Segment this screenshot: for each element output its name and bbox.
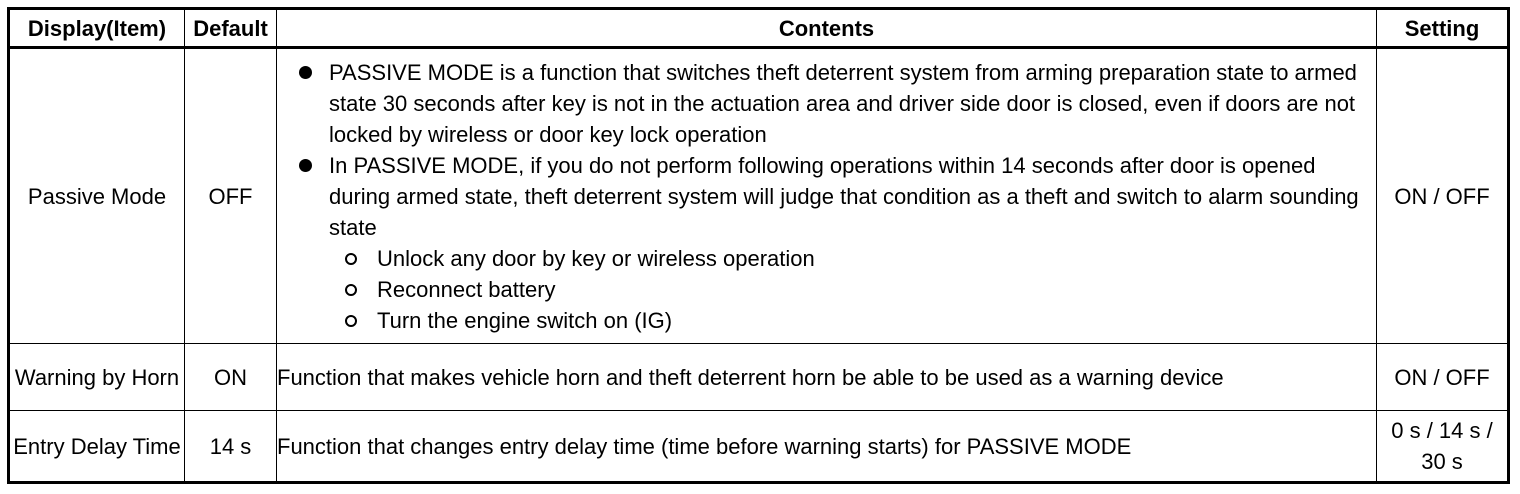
bullet-list (277, 57, 1376, 336)
bullet-item (277, 57, 1376, 150)
header-setting: Setting (1377, 9, 1509, 48)
sub-bullet-list (329, 243, 1376, 336)
bullet-dot-icon (299, 66, 312, 79)
sub-bullet-item (329, 274, 1376, 305)
table-row-entry-delay-time (9, 411, 1509, 483)
bullet-text: PASSIVE MODE is a function that switches theft deterrent system from arming preparation state to armed state 30 seconds after key is not in the actuation area and driver side door is closed, even if doors are not locked by wireless or door key lock operation (329, 59, 1357, 147)
setting-entry-delay-time: 0 s / 14 s / 30 s (1377, 411, 1509, 483)
item-warning-by-horn: Warning by Horn (9, 344, 185, 411)
header-default: Default (185, 9, 277, 48)
bullet-item (277, 150, 1376, 336)
table-row-passive-mode (9, 48, 1509, 344)
sub-bullet-text: Turn the engine switch on (IG) (377, 307, 673, 333)
header-contents: Contents (277, 9, 1377, 48)
header-row (9, 9, 1509, 48)
default-entry-delay-time: 14 s (185, 411, 277, 483)
bullet-text: In PASSIVE MODE, if you do not perform following operations within 14 seconds after door is opened during armed state, theft deterrent system will judge that condition as a theft and switch to alarm sounding state (329, 152, 1359, 240)
contents-warning-by-horn: Function that makes vehicle horn and theft deterrent horn be able to be used as a warning device (277, 344, 1377, 411)
contents-passive-mode (277, 48, 1377, 344)
header-display-item: Display(Item) (9, 9, 185, 48)
bullet-dot-icon (299, 159, 312, 172)
settings-table (7, 7, 1510, 484)
sub-bullet-item (329, 305, 1376, 336)
item-passive-mode: Passive Mode (9, 48, 185, 344)
sub-bullet-item (329, 243, 1376, 274)
hollow-circle-icon (345, 253, 357, 265)
item-entry-delay-time: Entry Delay Time (9, 411, 185, 483)
contents-entry-delay-time: Function that changes entry delay time (time before warning starts) for PASSIVE MODE (277, 411, 1377, 483)
setting-passive-mode: ON / OFF (1377, 48, 1509, 344)
sub-bullet-text: Unlock any door by key or wireless operation (377, 245, 815, 271)
sub-bullet-text: Reconnect battery (377, 276, 556, 302)
setting-warning-by-horn: ON / OFF (1377, 344, 1509, 411)
default-passive-mode: OFF (185, 48, 277, 344)
default-warning-by-horn: ON (185, 344, 277, 411)
hollow-circle-icon (345, 315, 357, 327)
table-row-warning-by-horn (9, 344, 1509, 411)
hollow-circle-icon (345, 284, 357, 296)
